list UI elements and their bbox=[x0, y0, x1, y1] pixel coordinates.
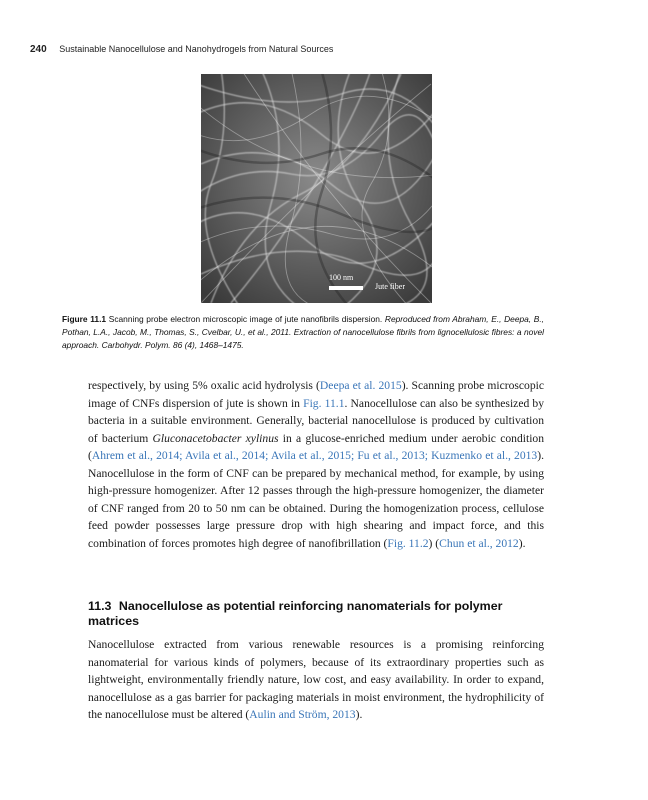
citation-link[interactable]: Aulin and Ström, 2013 bbox=[249, 708, 356, 721]
scale-bar-label: 100 nm bbox=[329, 273, 354, 282]
citation-link[interactable]: Chun et al., 2012 bbox=[439, 536, 519, 550]
figure-link[interactable]: Fig. 11.1 bbox=[303, 396, 345, 410]
section-title: Nanocellulose as potential reinforcing nanomaterials for polymer matrices bbox=[88, 599, 503, 628]
text-run: ) ( bbox=[428, 536, 440, 550]
figure-link[interactable]: Fig. 11.2 bbox=[387, 536, 429, 550]
caption-text: Scanning probe electron microscopic image of jute nanofibrils dispersion. bbox=[108, 314, 383, 324]
text-run: Nanocellulose extracted from various renewable resources is a promising reinforcing nanomaterial for various kinds of polymers, because of its extraordinary properties such as lightweight, environmentally friendly nature, low cost, and easy availability. In order to expand, nanocellulose as a gas barrier for packaging materials in moist environment, the hydrophilicity of the nanocellulose must be altered ( bbox=[88, 638, 544, 721]
body-paragraph-2 bbox=[88, 636, 544, 724]
text-run: ). bbox=[518, 536, 526, 550]
running-title: Sustainable Nanocellulose and Nanohydrogels from Natural Sources bbox=[59, 44, 334, 54]
sem-micrograph bbox=[201, 74, 432, 303]
figure-caption bbox=[62, 313, 544, 352]
citation-link[interactable]: Ahrem et al., 2014; Avila et al., 2014; Avila et al., 2015; Fu et al., 2013; Kuzmenko et al., 2013 bbox=[91, 449, 538, 462]
figure-label: Figure 11.1 bbox=[62, 314, 107, 324]
page-header bbox=[30, 44, 333, 55]
text-run: ). Scanning probe microscopic image of CNFs dispersion of jute is shown in bbox=[88, 379, 544, 410]
text-run: ). bbox=[355, 708, 363, 721]
citation-link[interactable]: Deepa et al. 2015 bbox=[319, 379, 402, 392]
section-heading bbox=[88, 599, 548, 629]
image-tag: Jute fiber bbox=[375, 282, 405, 291]
species-name: Gluconacetobacter xylinus bbox=[152, 431, 279, 445]
text-run: ). Nanocellulose in the form of CNF can be prepared by mechanical method, for example, by using high-pressure homogenizer. After 12 passes through the high-pressure homogenizer, the diameter of CNF ranged from 20 to 50 nm can be obtained. During the homogenization process, cellulose feed powder possesses large pressure drop with high shearing and impact force, and this combination of forces promotes high degree of nanofibrillation ( bbox=[88, 449, 544, 550]
scale-bar bbox=[329, 286, 363, 290]
text-run: respectively, by using 5% oxalic acid hydrolysis ( bbox=[88, 379, 320, 392]
nanofibril-texture bbox=[201, 74, 432, 303]
text-run: in a glucose-enriched medium under aerobic condition ( bbox=[88, 431, 545, 462]
body-paragraph-1 bbox=[88, 377, 544, 552]
text-run: . Nanocellulose can also be synthesized by bacteria in a suitable environment. Generally, bacterial nanocellulose is produced by cultivation of bacterium bbox=[88, 396, 544, 445]
section-number: 11.3 bbox=[88, 599, 112, 613]
page-number: 240 bbox=[30, 44, 47, 55]
caption-credit: Reproduced from Abraham, E., Deepa, B., Pothan, L.A., Jacob, M., Thomas, S., Cvelbar, U., et al., 2011. Extraction of nanocellulose fibrils from lignocellulosic fibres: a novel approach. Carbohydr. Polym. 86 (4), 1468–1475. bbox=[62, 314, 545, 350]
